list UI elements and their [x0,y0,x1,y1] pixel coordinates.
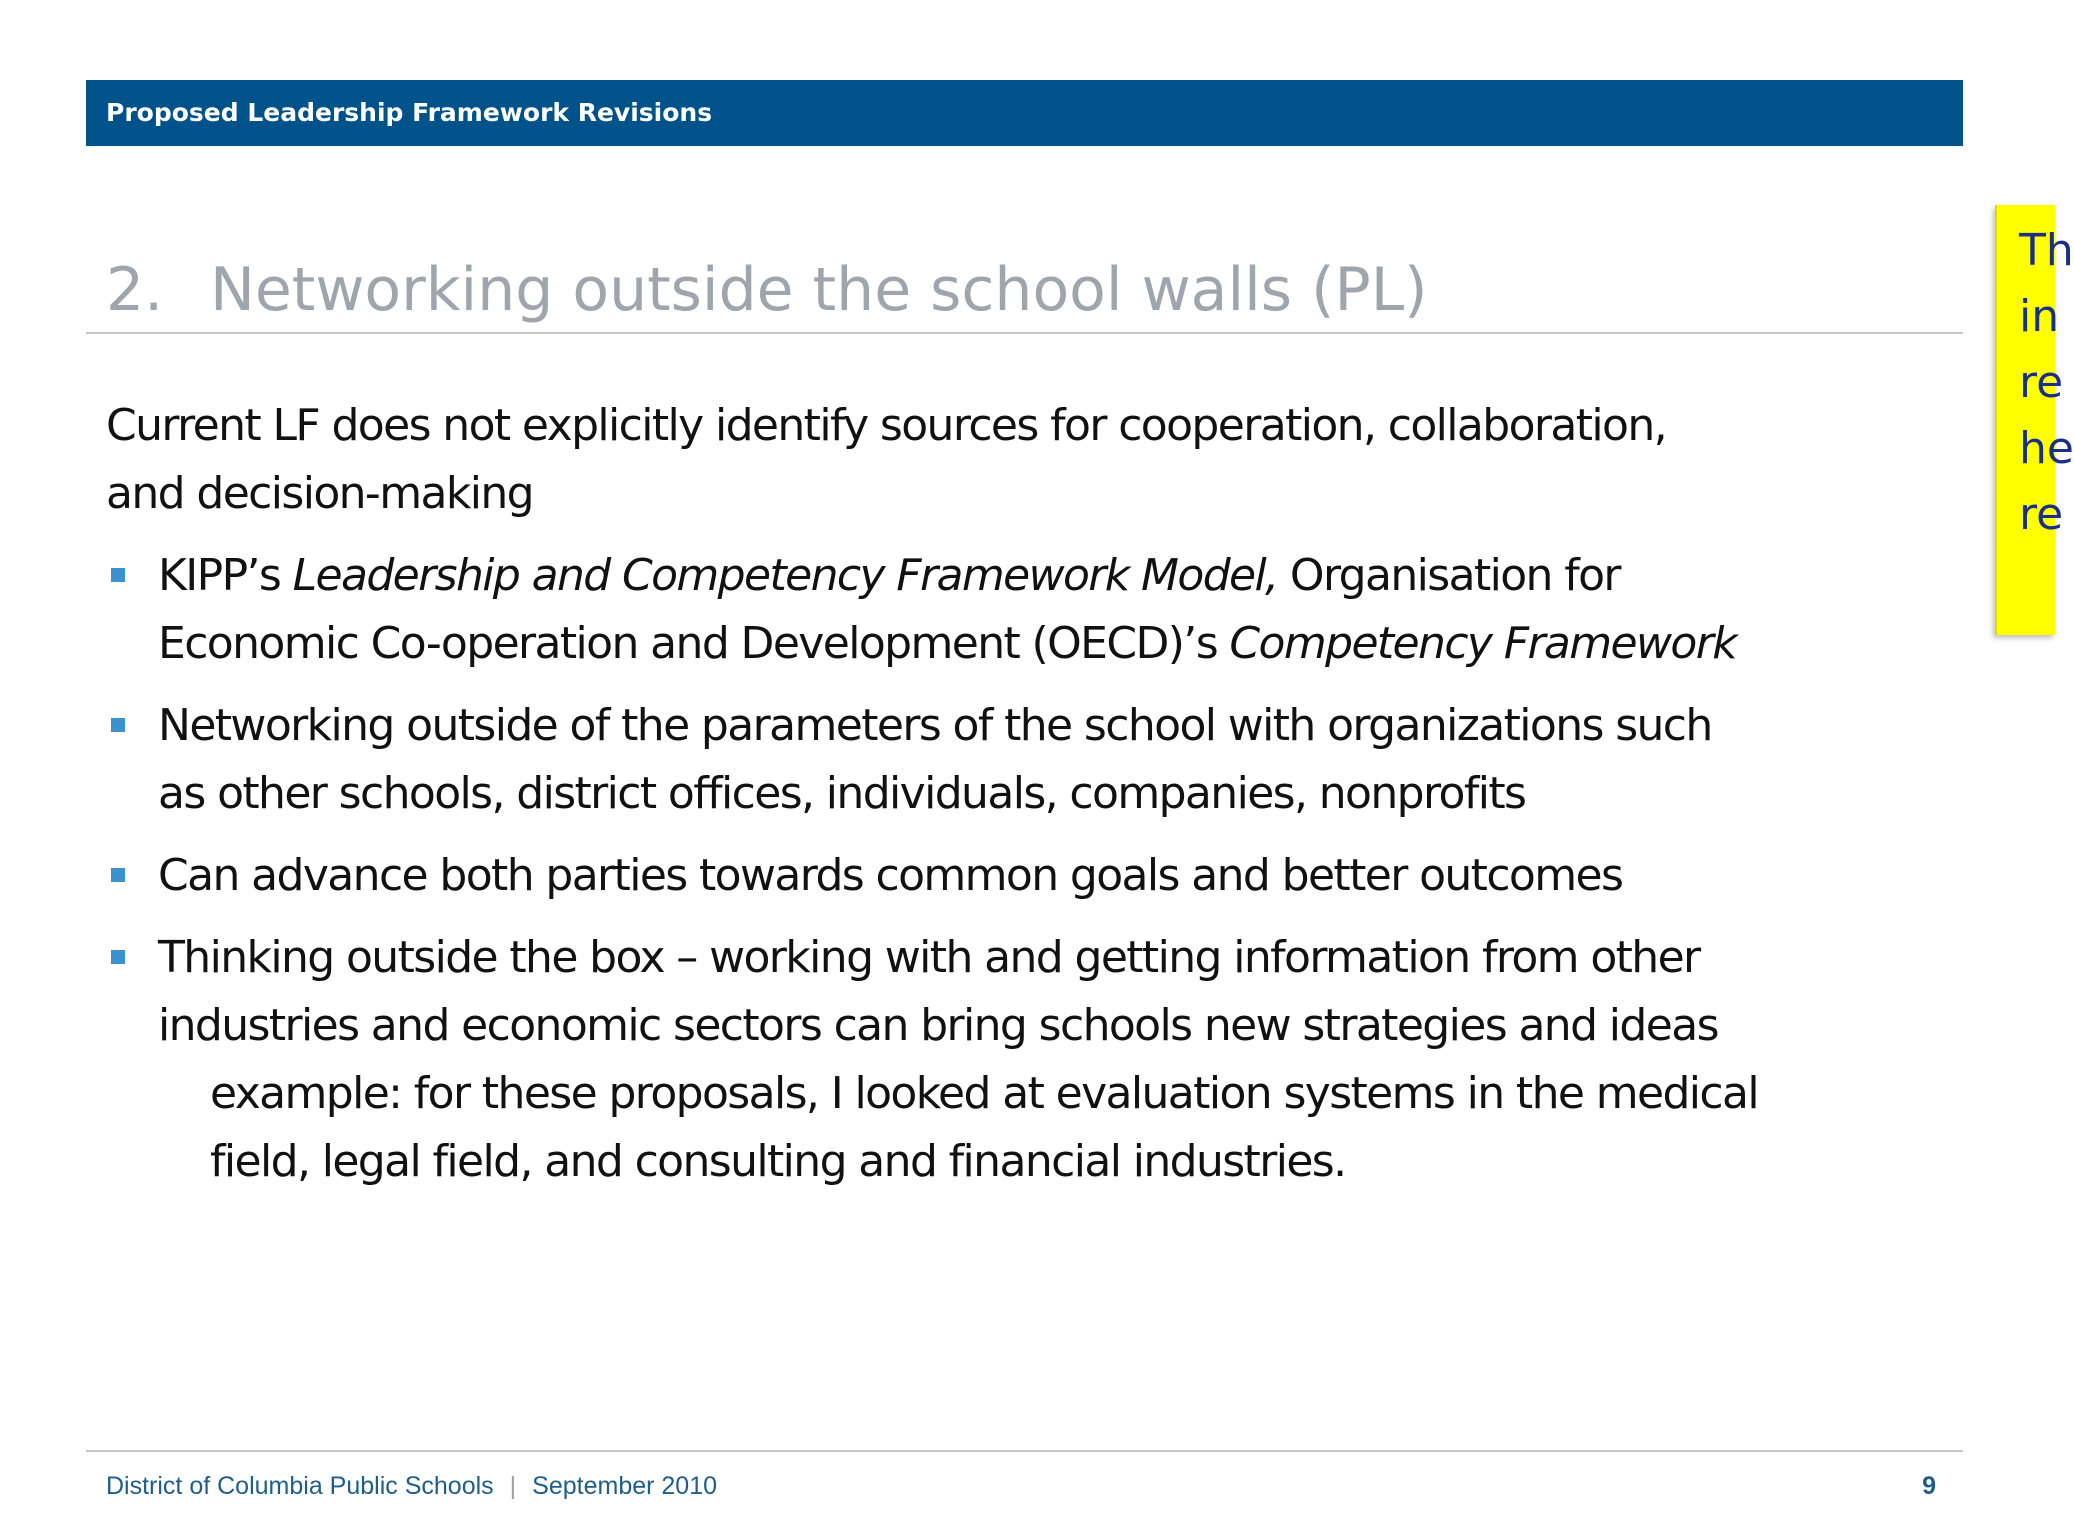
bullet-item [106,692,1956,828]
header-title: Proposed Leadership Framework Revisions [106,98,713,127]
sub-item-line: example: for these proposals, I looked at evaluation systems in the medical [210,1068,1758,1119]
square-bullet-icon [111,950,125,964]
bullet-text: Organisation for [1277,550,1620,601]
bullet-item [106,924,1956,1060]
bullet-text: KIPP’s [158,550,293,601]
sticky-note-line: re [2019,357,2064,408]
bullet-line: industries and economic sectors can bring schools new strategies and ideas [158,1000,1718,1051]
sticky-note-line: re [2019,489,2064,540]
footer-info [106,1470,717,1502]
title-divider [86,332,1963,334]
intro-paragraph [106,392,1956,528]
sub-item-line: field, legal field, and consulting and financial industries. [210,1136,1346,1187]
sub-item [106,1060,1956,1196]
slide-body [106,392,1956,1196]
bullet-text: Economic Co-operation and Development (OECD)’s [158,618,1230,669]
bullet-line [158,542,1956,610]
slide-title-text: Networking outside the school walls (PL) [210,255,1428,325]
bullet-line [158,610,1956,678]
intro-line: and decision-making [106,468,533,519]
header-bar [86,80,1963,146]
sticky-note-line: he [2019,423,2074,474]
footer-separator: | [509,1472,517,1500]
bullet-line: as other schools, district offices, individuals, companies, nonprofits [158,768,1526,819]
bullet-text-italic: Leadership and Competency Framework Model, [292,550,1278,601]
square-bullet-icon [111,868,125,882]
bullet-line: Thinking outside the box – working with and getting information from other [158,932,1700,983]
intro-line: Current LF does not explicitly identify sources for cooperation, collaboration, [106,400,1667,451]
bullet-line: Can advance both parties towards common goals and better outcomes [158,850,1623,901]
bullet-item [106,542,1956,678]
footer-organization: District of Columbia Public Schools [106,1472,494,1500]
sticky-note-line: in [2019,291,2060,342]
sticky-note-line: Th [2019,225,2074,276]
page-number: 9 [1922,1472,1936,1500]
footer-divider [86,1450,1963,1452]
slide-title [106,250,1428,330]
slide-title-number: 2. [106,255,164,325]
square-bullet-icon [111,718,125,732]
footer-date: September 2010 [532,1472,718,1500]
sticky-note-comment[interactable] [1995,205,2074,635]
square-bullet-icon [111,568,125,582]
bullet-item [106,842,1956,910]
bullet-line: Networking outside of the parameters of the school with organizations such [158,700,1712,751]
bullet-text-italic: Competency Framework [1229,618,1737,669]
